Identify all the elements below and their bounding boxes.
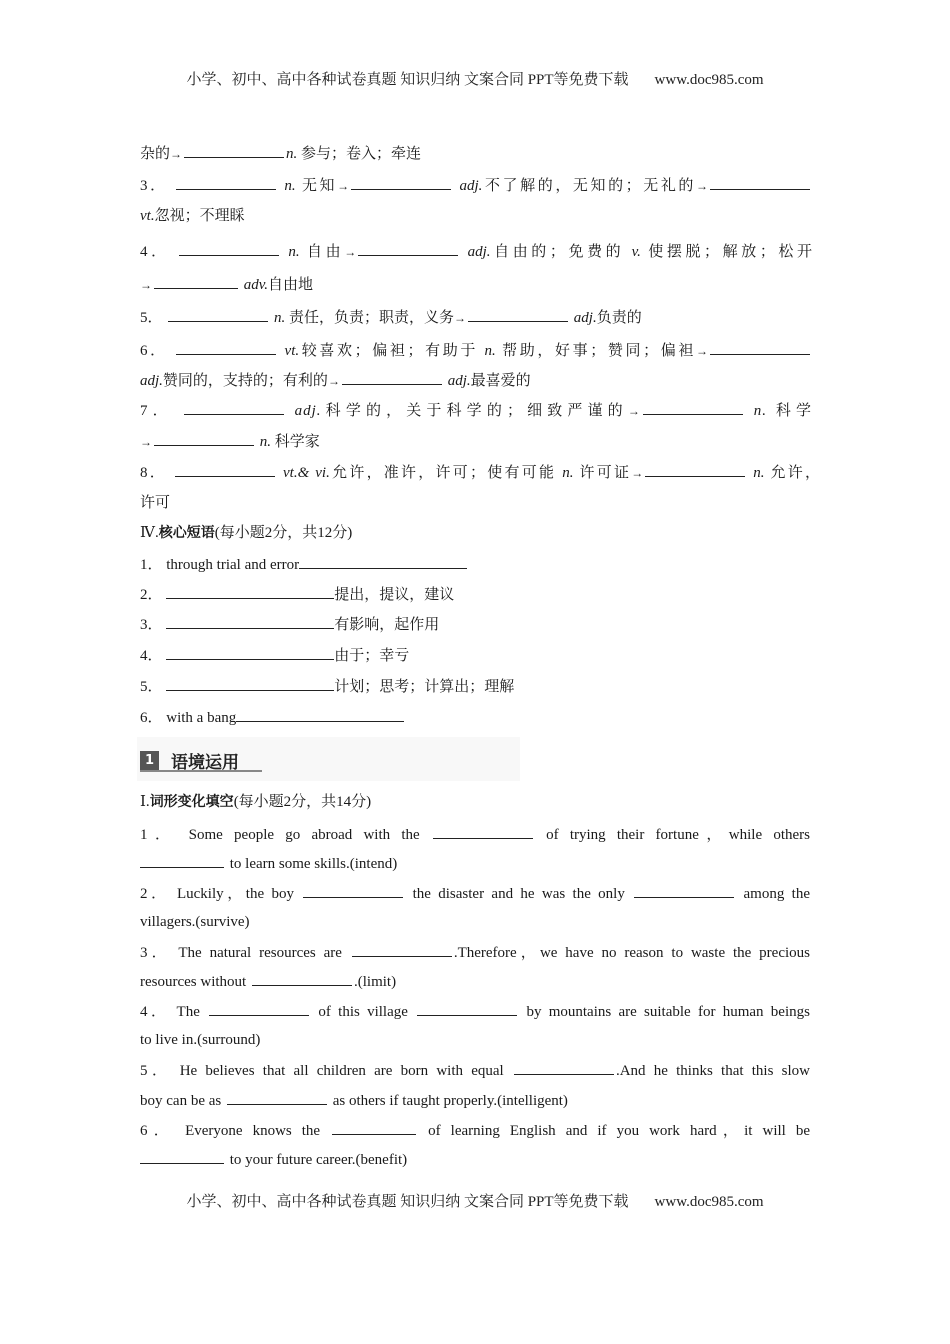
section-number-icon: 1 (140, 751, 159, 770)
section-title (140, 748, 239, 772)
exercise-item-5: 5． He believes that all children are born with equal .And he thinks that this slow (140, 1060, 810, 1081)
header-site: www.doc985.com (654, 72, 764, 88)
answer-blank[interactable] (303, 883, 403, 898)
arrow-icon: → (170, 147, 183, 161)
answer-blank[interactable] (468, 307, 568, 322)
phrase-item-4: 4． 由于；幸亏 (140, 645, 812, 666)
answer-blank[interactable] (154, 431, 254, 446)
footer-site: www.doc985.com (654, 1194, 764, 1210)
exercise-item-6: 6． Everyone knows the of learning English and if you work hard，it will be (140, 1120, 810, 1141)
answer-blank[interactable] (514, 1060, 614, 1075)
answer-blank[interactable] (643, 400, 743, 415)
answer-blank[interactable] (227, 1090, 327, 1105)
phrase-item-6: 6． with a bang (140, 707, 812, 728)
phrase-item-2: 2． 提出，提议，建议 (140, 584, 812, 605)
vocab-line-0: 杂的→ n. 参与；卷入；牵连 (140, 143, 812, 164)
answer-blank[interactable] (176, 340, 276, 355)
vocab-item-7: 7． adj.科学的，关于科学的；细致严谨的→ n. 科学 (140, 400, 812, 421)
answer-blank[interactable] (710, 340, 810, 355)
answer-blank[interactable] (209, 1001, 309, 1016)
answer-blank[interactable] (166, 676, 334, 691)
footer-text: 小学、初中、高中各种试卷真题 知识归纳 文案合同 PPT等免费下载 (186, 1194, 629, 1210)
phrase-item-5: 5． 计划；思考；计算出；理解 (140, 676, 812, 697)
phrases-heading: Ⅳ.核心短语(每小题2分，共12分) (140, 525, 353, 541)
vocab-item-6-cont: adj.赞同的，支持的；有利的→ adj.最喜爱的 (140, 370, 812, 391)
answer-blank[interactable] (352, 942, 452, 957)
vocab-item-6: 6． vt.较喜欢；偏袒；有助于 n. 帮助，好事；赞同；偏袒→ (140, 340, 812, 361)
exercise-item-5-cont: boy can be as as others if taught properly.(intelligent) (140, 1090, 812, 1111)
answer-blank[interactable] (166, 614, 334, 629)
answer-blank[interactable] (645, 462, 745, 477)
exercise-item-3-cont: resources without .(limit) (140, 971, 812, 992)
arrow-icon: → (454, 311, 467, 325)
answer-blank[interactable] (168, 307, 268, 322)
answer-blank[interactable] (351, 175, 451, 190)
answer-blank[interactable] (299, 554, 467, 569)
arrow-icon: → (627, 404, 641, 418)
vocab-item-4-cont: → adv.自由地 (140, 274, 812, 295)
answer-blank[interactable] (342, 370, 442, 385)
vocab-item-8: 8． vt.& vi.允许，准许，许可；使有可能 n. 许可证→ n. 允许， (140, 462, 820, 483)
answer-blank[interactable] (236, 707, 404, 722)
answer-blank[interactable] (179, 241, 279, 256)
vocab-item-3-cont: vt.忽视；不理睬 (140, 208, 245, 224)
arrow-icon: → (344, 245, 357, 259)
arrow-icon: → (140, 435, 152, 449)
vocab-item-3: 3． n. 无知→ adj.不了解的，无知的；无礼的→ (140, 175, 812, 196)
answer-blank[interactable] (176, 175, 276, 190)
answer-blank[interactable] (166, 584, 334, 599)
page-header (0, 68, 950, 89)
answer-blank[interactable] (140, 853, 224, 868)
answer-blank[interactable] (166, 645, 334, 660)
exercise-item-2-cont: villagers.(survive) (140, 914, 250, 930)
answer-blank[interactable] (710, 175, 810, 190)
answer-blank[interactable] (140, 1149, 224, 1164)
answer-blank[interactable] (175, 462, 275, 477)
vocab-item-5: 5． n. 责任，负责；职责，义务→ adj.负责的 (140, 307, 812, 328)
answer-blank[interactable] (358, 241, 458, 256)
vocab-item-7-cont: → n. 科学家 (140, 431, 812, 452)
arrow-icon: → (337, 179, 350, 193)
exercise-item-4-cont: to live in.(surround) (140, 1032, 261, 1048)
section-label: 语境运用 (171, 752, 239, 773)
answer-blank[interactable] (417, 1001, 517, 1016)
exercise-item-4: 4． The of this village by mountains are suitable for human beings (140, 1001, 810, 1022)
arrow-icon: → (696, 344, 708, 358)
exercise-heading: Ⅰ.词形变化填空(每小题2分，共14分) (140, 794, 372, 810)
answer-blank[interactable] (184, 400, 284, 415)
exercise-item-1-cont: to learn some skills.(intend) (140, 853, 812, 874)
exercise-item-3: 3． The natural resources are .Therefore，we have no reason to waste the precious (140, 942, 810, 963)
answer-blank[interactable] (252, 971, 352, 986)
vocab-item-4: 4． n. 自由→ adj.自由的；免费的 v. 使摆脱；解放；松开 (140, 241, 812, 262)
exercise-item-1: 1． Some people go abroad with the of trying their fortune，while others (140, 824, 810, 845)
exercise-item-2: 2． Luckily，the boy the disaster and he was the only among the (140, 883, 810, 904)
answer-blank[interactable] (184, 143, 284, 158)
page-footer (0, 1190, 950, 1211)
arrow-icon: → (327, 374, 340, 388)
arrow-icon: → (631, 466, 644, 480)
vocab-item-8-cont: 许可 (140, 495, 171, 511)
arrow-icon: → (696, 179, 708, 193)
answer-blank[interactable] (634, 883, 734, 898)
answer-blank[interactable] (433, 824, 533, 839)
phrase-item-1: 1． through trial and error (140, 554, 812, 575)
exercise-item-6-cont: to your future career.(benefit) (140, 1149, 812, 1170)
phrase-item-3: 3． 有影响，起作用 (140, 614, 812, 635)
answer-blank[interactable] (154, 274, 238, 289)
arrow-icon: → (140, 278, 152, 292)
answer-blank[interactable] (332, 1120, 416, 1135)
header-text: 小学、初中、高中各种试卷真题 知识归纳 文案合同 PPT等免费下载 (186, 72, 629, 88)
